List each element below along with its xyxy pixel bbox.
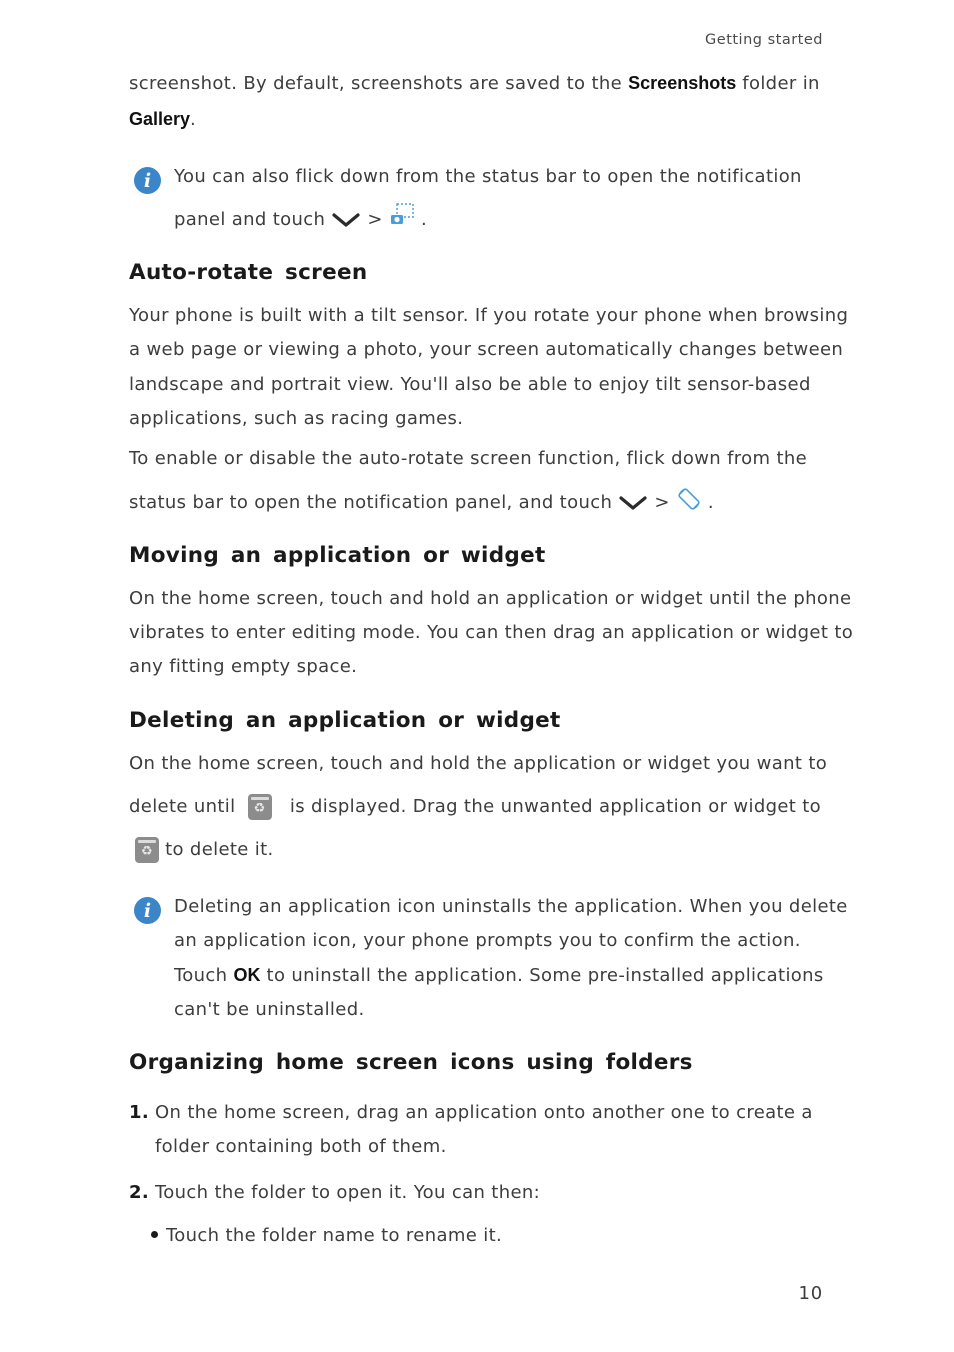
intro-text-mid: folder in [736, 73, 820, 94]
moving-line-2: vibrates to enter editing mode. You can then drag an application or widget to [129, 622, 854, 643]
auto-rotate-text: status bar to open the notification panel, and touch [129, 492, 619, 513]
auto-rotate-p1-l1: Your phone is built with a tilt sensor. If you rotate your phone when browsing [129, 305, 849, 326]
auto-rotate-p2-l2 [129, 486, 714, 520]
auto-rotate-p1-l2: a web page or viewing a photo, your screen automatically changes between [129, 339, 844, 360]
note1-line-1: You can also flick down from the status bar to open the notification [174, 166, 802, 187]
moving-line-3: any fitting empty space. [129, 656, 358, 677]
step-1-line-2: folder containing both of them. [155, 1136, 447, 1157]
heading-deleting: Deleting an application or widget [129, 708, 561, 733]
screenshots-folder-name: Screenshots [628, 73, 737, 93]
deleting-text: delete until [129, 796, 242, 817]
moving-line-1: On the home screen, touch and hold an application or widget until the phone [129, 588, 852, 609]
intro-period: . [190, 109, 197, 130]
note2-line-4: can't be uninstalled. [174, 999, 365, 1020]
note1-period: . [414, 209, 428, 230]
running-header: Getting started [705, 32, 823, 48]
auto-rotate-period: . [701, 492, 715, 513]
ok-button-label: OK [233, 965, 261, 985]
page-number: 10 [798, 1283, 823, 1304]
note1-text: panel and touch [174, 209, 332, 230]
gallery-app-name: Gallery [129, 109, 191, 129]
deleting-text-post: is displayed. Drag the unwanted application or widget to [283, 796, 822, 817]
separator: > [648, 492, 676, 513]
chevron-down-icon [331, 210, 361, 230]
chevron-down-icon [618, 493, 648, 513]
note2-line-1: Deleting an application icon uninstalls the application. When you delete [174, 896, 848, 917]
note2-text-post: to uninstall the application. Some pre-installed applications [260, 965, 824, 986]
auto-rotate-p1-l3: landscape and portrait view. You'll also be able to enjoy tilt sensor-based [129, 374, 811, 395]
heading-auto-rotate: Auto-rotate screen [129, 260, 368, 285]
auto-rotate-p2-l1: To enable or disable the auto-rotate screen function, flick down from the [129, 448, 808, 469]
trash-icon [135, 837, 159, 863]
note2-text: Touch [174, 965, 234, 986]
screenshot-icon [389, 203, 415, 227]
intro-text: screenshot. By default, screenshots are saved to the [129, 73, 629, 94]
info-icon: i [134, 897, 161, 924]
step-1-line-1: On the home screen, drag an application onto another one to create a [155, 1102, 813, 1123]
trash-icon [248, 794, 272, 820]
info-icon: i [134, 167, 161, 194]
heading-organizing: Organizing home screen icons using folders [129, 1050, 693, 1075]
auto-rotate-icon [676, 486, 702, 512]
deleting-text-end: to delete it. [159, 839, 274, 860]
bullet-dot [151, 1231, 158, 1238]
step-1-number: 1. [129, 1102, 150, 1123]
intro-line-2 [129, 102, 196, 137]
separator: > [361, 209, 389, 230]
deleting-line-1: On the home screen, touch and hold the application or widget you want to [129, 753, 828, 774]
step-2-text: Touch the folder to open it. You can then: [155, 1182, 541, 1203]
note2-line-3 [174, 958, 824, 993]
step-2-number: 2. [129, 1182, 150, 1203]
bullet-1-text: Touch the folder name to rename it. [166, 1225, 503, 1246]
deleting-line-2 [129, 790, 821, 824]
auto-rotate-p1-l4: applications, such as racing games. [129, 408, 464, 429]
note1-line-2 [174, 203, 427, 237]
heading-moving: Moving an application or widget [129, 543, 546, 568]
intro-line-1 [129, 66, 820, 101]
deleting-line-3 [135, 833, 274, 867]
note2-line-2: an application icon, your phone prompts you to confirm the action. [174, 930, 801, 951]
